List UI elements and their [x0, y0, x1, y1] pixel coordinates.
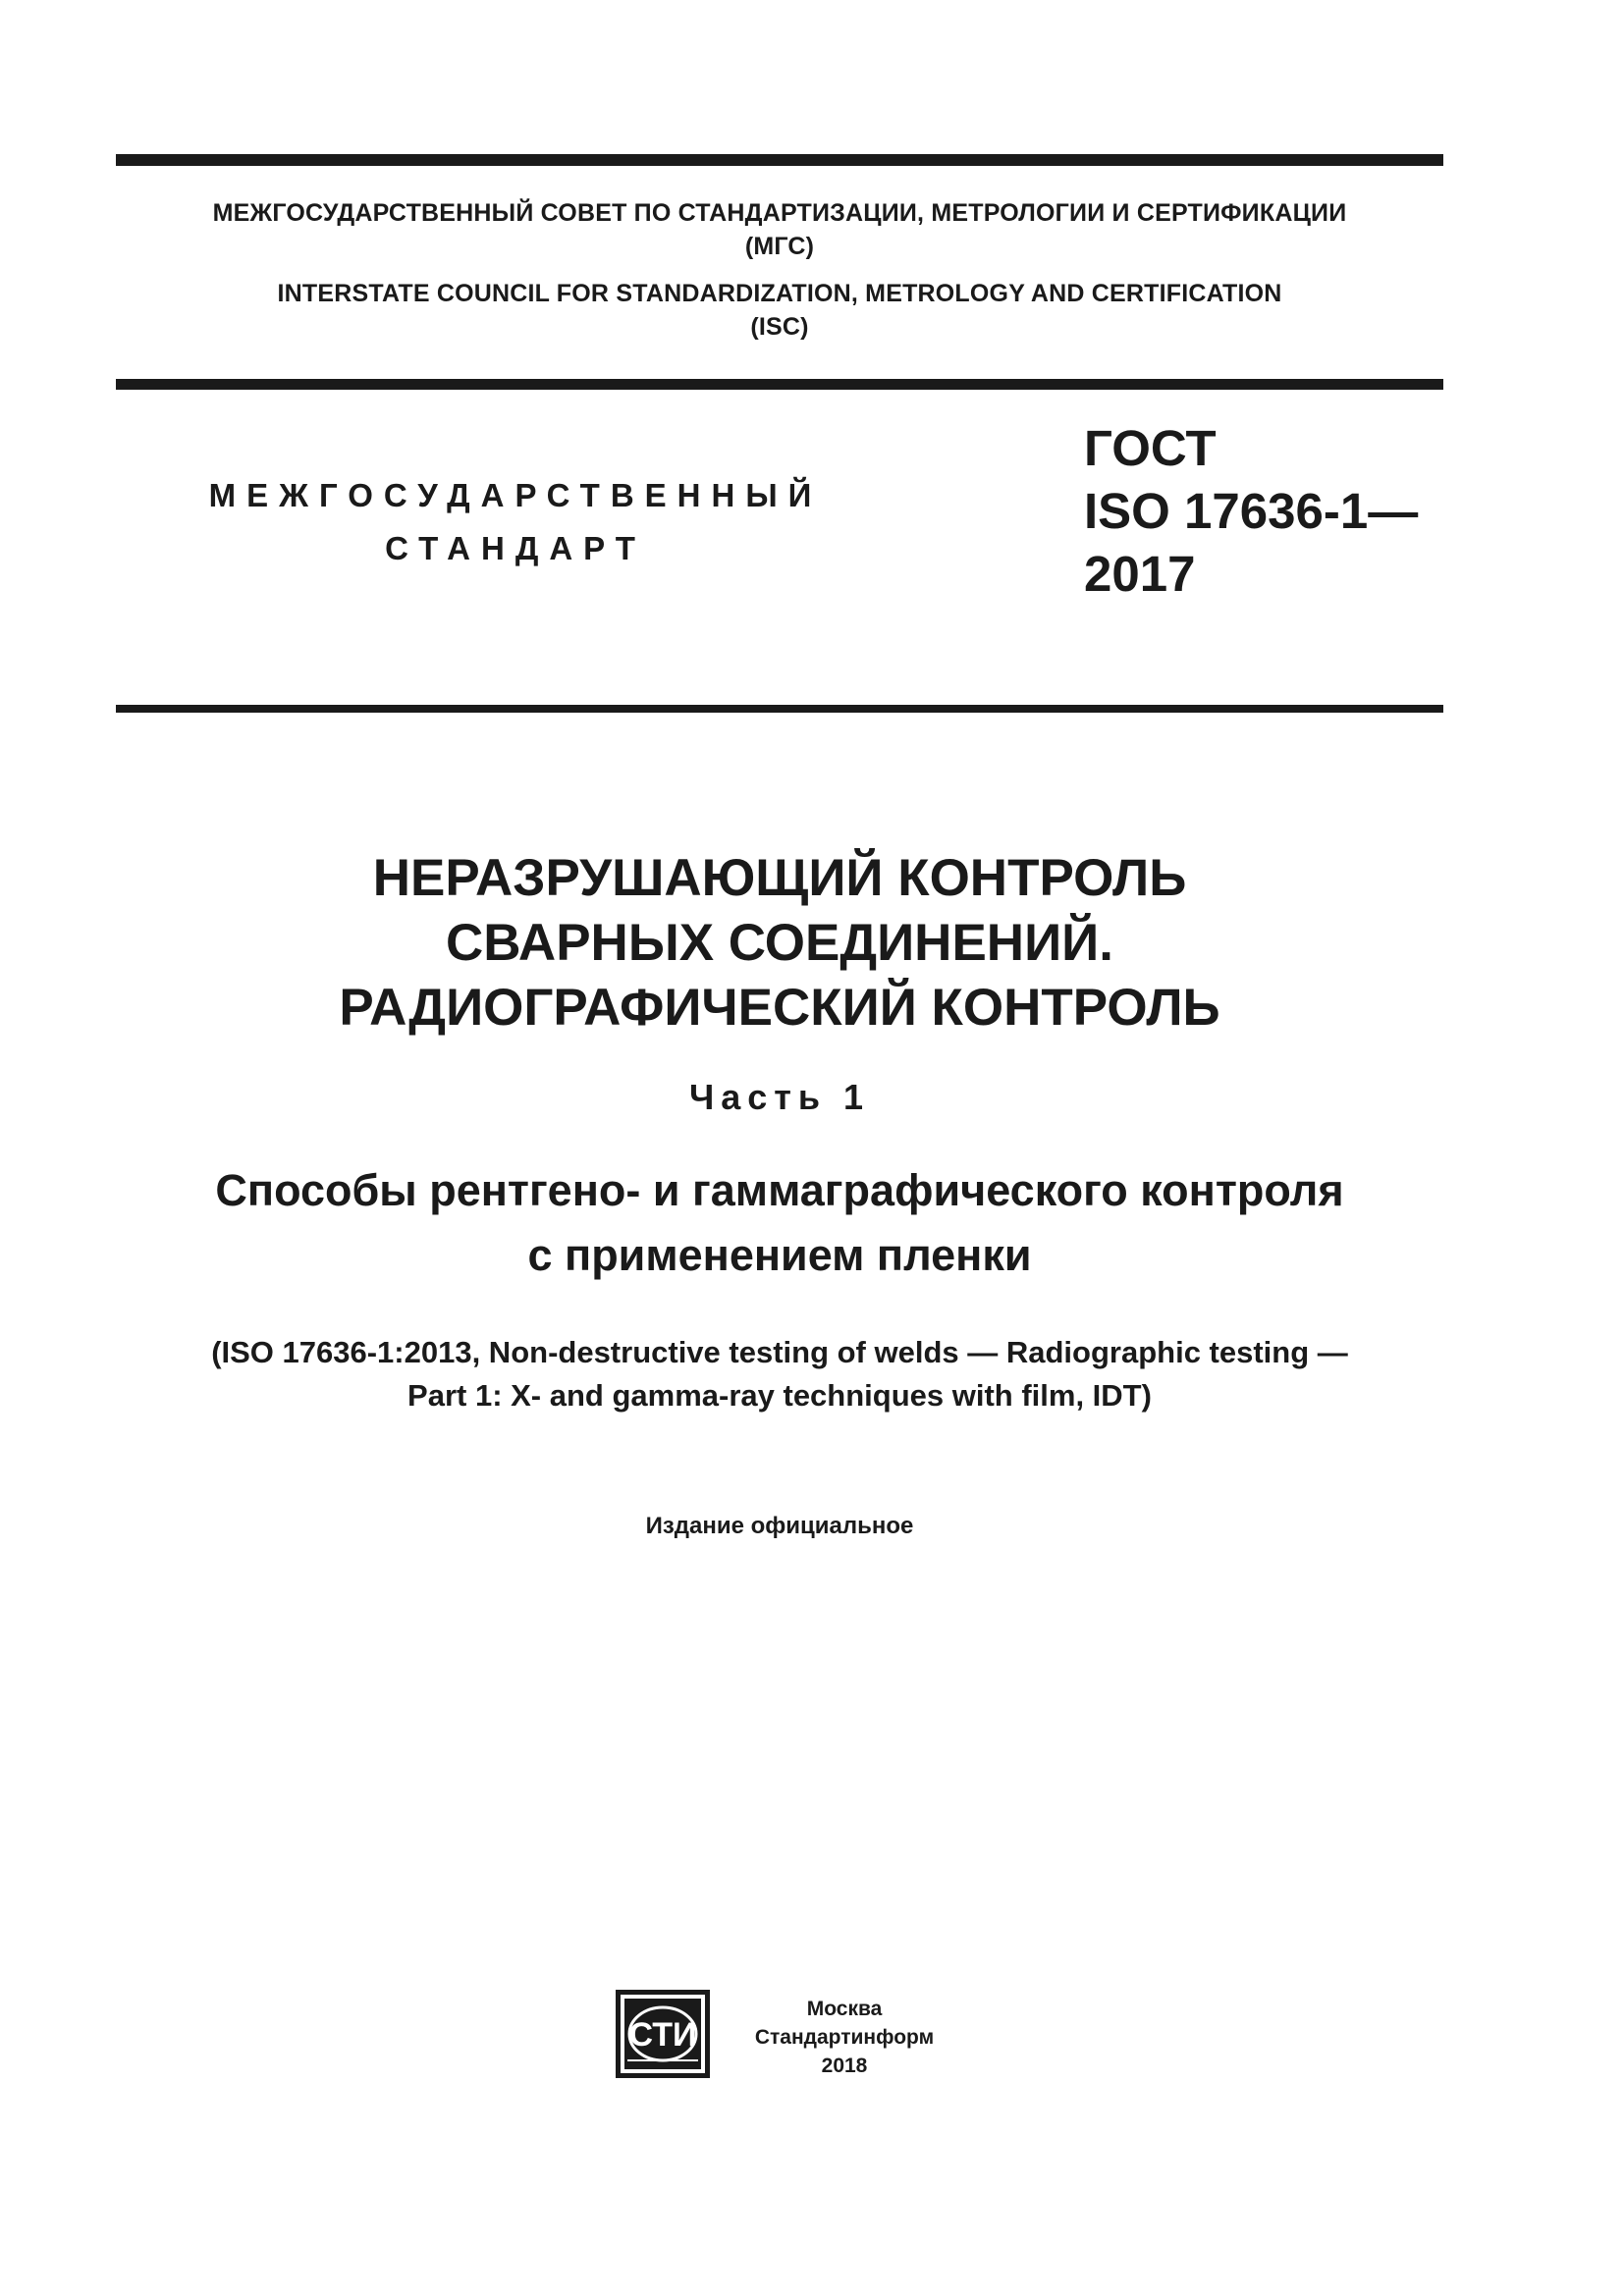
document-title: [116, 846, 1443, 1041]
title-line1: НЕРАЗРУШАЮЩИЙ КОНТРОЛЬ: [372, 849, 1187, 907]
title-line3: РАДИОГРАФИЧЕСКИЙ КОНТРОЛЬ: [339, 979, 1220, 1037]
subtitle-line1: Способы рентгено- и гаммаграфического контроля: [215, 1165, 1344, 1215]
publisher-name: Стандартинформ: [754, 2026, 935, 2049]
standartinform-logo: [616, 1990, 710, 2078]
council-name-ru-block: [116, 196, 1443, 263]
edition-note: Издание официальное: [645, 1513, 914, 1539]
standard-type: [177, 469, 854, 575]
standard-number: [1084, 417, 1418, 606]
iso-reference-line1: (ISO 17636-1:2013, Non-destructive testing of welds — Radiographic testing —: [211, 1335, 1348, 1369]
publisher-year: 2018: [821, 2055, 868, 2077]
standard-number-line1: ГОСТ: [1084, 420, 1217, 476]
iso-reference: [116, 1331, 1443, 1417]
publisher-city: Москва: [806, 1998, 883, 2020]
subtitle-line2: с применением пленки: [527, 1230, 1032, 1280]
top-rule: [116, 154, 1443, 166]
council-name-en: INTERSTATE COUNCIL FOR STANDARDIZATION, METROLOGY AND CERTIFICATION: [277, 280, 1282, 307]
council-name-en-block: [116, 277, 1443, 344]
standard-type-line1: МЕЖГОСУДАРСТВЕННЫЙ: [208, 477, 823, 513]
svg-text:СТИ: СТИ: [628, 2016, 697, 2054]
council-abbr-ru: (МГС): [744, 233, 815, 260]
title-line2: СВАРНЫХ СОЕДИНЕНИЙ.: [446, 914, 1113, 972]
standard-number-line3: 2017: [1084, 546, 1196, 602]
council-name-ru: МЕЖГОСУДАРСТВЕННЫЙ СОВЕТ ПО СТАНДАРТИЗАЦИИ, МЕТРОЛОГИИ И СЕРТИФИКАЦИИ: [212, 199, 1347, 227]
bottom-rule: [116, 705, 1443, 713]
middle-rule: [116, 379, 1443, 390]
standard-type-line2: СТАНДАРТ: [385, 530, 646, 566]
part-label: Часть 1: [688, 1077, 871, 1117]
part-subtitle: [116, 1158, 1443, 1288]
iso-reference-line2: Part 1: X- and gamma-ray techniques with film, IDT): [407, 1378, 1152, 1413]
standard-number-line2: ISO 17636-1—: [1084, 483, 1419, 539]
publisher-info: [722, 1995, 967, 2080]
council-abbr-en: (ISC): [750, 313, 809, 341]
